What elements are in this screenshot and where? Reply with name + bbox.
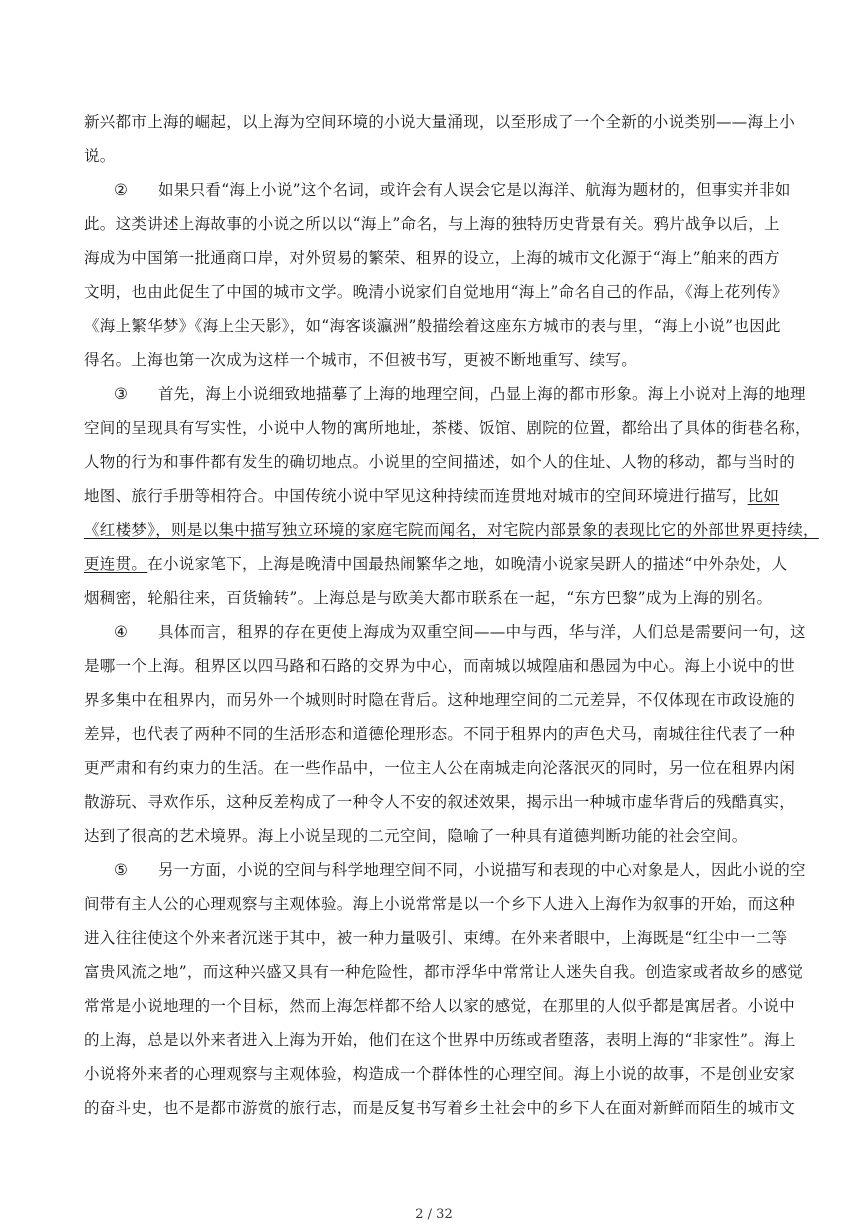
text-line: 如果只看“海上小说”这个名词，或许会有人误会它是以海洋、航海为题材的，但事实并非如 — [158, 181, 791, 199]
text-line: 得名。上海也第一次成为这样一个城市，不但被书写，更被不断地重写、续写。 — [84, 351, 638, 369]
text-line: 首先，海上小说细致地描摹了上海的地理空间，凸显上海的都市形象。海上小说对上海的地理 — [158, 385, 806, 403]
text-line: 富贵风流之地”，而这种兴盛又具有一种危险性，都市浮华中常常让人迷失自我。创造家或者故乡的感觉 — [84, 963, 804, 981]
text-line: 新兴都市上海的崛起，以上海为空间环境的小说大量涌现，以至形成了一个全新的小说类别——海上小 — [84, 113, 796, 131]
text-line: 说。 — [84, 147, 116, 165]
paragraph-5-first-line — [114, 860, 834, 880]
text-line — [84, 486, 804, 506]
text-line: 间带有主人公的心理观察与主观体验。海上小说常常是以一个乡下人进入上海作为叙事的开始，而这种 — [84, 895, 796, 913]
text-line: 小说将外来者的心理观察与主观体验，构造成一个群体性的心理空间。海上小说的故事，不是创业安家 — [84, 1065, 796, 1083]
text-line: 此。这类讲述上海故事的小说之所以以“海上”命名，与上海的独特历史背景有关。鸦片战争以后，上 — [84, 215, 780, 233]
text-line: 达到了很高的艺术境界。海上小说呈现的二元空间，隐喻了一种具有道德判断功能的社会空间。 — [84, 827, 748, 845]
underlined-text-line — [84, 520, 819, 540]
paragraph-2-first-line — [114, 180, 834, 200]
underlined-text: 更连贯。 — [84, 555, 148, 573]
text-line: 文明，也由此促生了中国的城市文学。晚清小说家们自觉地用“海上”命名自己的作品，《海上花列传》 — [84, 283, 788, 301]
text-line: 的奋斗史，也不是都市游赏的旅行志，而是反复书写着乡土社会中的乡下人在面对新鲜而陌生的城市文 — [84, 1099, 796, 1117]
text-line: 空间的呈现具有写实性，小说中人物的寓所地址，茶楼、饭馆、剧院的位置，都给出了具体的街巷名称， — [84, 419, 811, 437]
paragraph-3-first-line — [114, 384, 834, 404]
text-line: 差异，也代表了两种不同的生活形态和道德伦理形态。不同于租界内的声色犬马，南城往往代表了一种 — [84, 725, 796, 743]
text-line: 烟稠密，轮船往来，百货输转”。上海总是与欧美大都市联系在一起，“东方巴黎”成为上海的别名。 — [84, 589, 773, 607]
text-line: 是哪一个上海。租界区以四马路和石路的交界为中心，而南城以城隍庙和愚园为中心。海上小说中的世 — [84, 657, 796, 675]
paragraph-number: ⑤ — [114, 861, 129, 879]
text-line: 的上海，总是以外来者进入上海为开始，他们在这个世界中历练或者堕落，表明上海的“非家性”。海上 — [84, 1031, 796, 1049]
text-line: 常常是小说地理的一个目标，然而上海怎样都不给人以家的感觉，在那里的人似乎都是寓居者。小说中 — [84, 997, 796, 1015]
underlined-text: 《红楼梦》，则是以集中描写独立环境的家庭宅院而闻名，对宅院内部景象的表现比它的外部世界更持续， — [84, 521, 819, 539]
text-line — [84, 554, 804, 574]
text-line: 散游玩、寻欢作乐，这种反差构成了一种令人不安的叙述效果，揭示出一种城市虚华背后的残酷真实， — [84, 793, 796, 811]
text-line: 海成为中国第一批通商口岸，对外贸易的繁荣、租界的设立，上海的城市文化源于“海上”舶来的西方 — [84, 249, 780, 267]
text-line: 人物的行为和事件都有发生的确切地点。小说里的空间描述，如个人的住址、人物的移动，都与当时的 — [84, 453, 796, 471]
text-line: 具体而言，租界的存在更使上海成为双重空间——中与西，华与洋，人们总是需要问一句，这 — [158, 623, 806, 641]
text-line: 更严肃和有约束力的生活。在一些作品中，一位主人公在南城走向沦落泯灭的同时，另一位在租界内闲 — [84, 759, 796, 777]
paragraph-number: ④ — [114, 623, 129, 641]
text-segment: 在小说家笔下，上海是晚清中国最热闹繁华之地，如晚清小说家吴趼人的描述“中外杂处，人 — [147, 555, 788, 573]
text-segment: 地图、旅行手册等相符合。中国传统小说中罕见这种持续而连贯地对城市的空间环境进行描写， — [84, 487, 748, 505]
page-indicator: 2 / 32 — [415, 1207, 453, 1222]
text-line: 进入往往使这个外来者沉迷于其中，被一种力量吸引、束缚。在外来者眼中，上海既是“红尘中一二等 — [84, 929, 788, 947]
paragraph-number: ③ — [114, 385, 129, 403]
text-line: 《海上繁华梦》《海上尘天影》，如“海客谈瀛洲”般描绘着这座东方城市的表与里，“海上小说”也因此 — [84, 317, 781, 335]
text-line: 另一方面，小说的空间与科学地理空间不同，小说描写和表现的中心对象是人，因此小说的空 — [158, 861, 806, 879]
text-line: 界多集中在租界内，而另外一个城则时时隐在背后。这种地理空间的二元差异，不仅体现在市政设施的 — [84, 691, 796, 709]
underlined-text: 比如 — [747, 487, 780, 505]
paragraph-number: ② — [114, 181, 129, 199]
paragraph-4-first-line — [114, 622, 834, 642]
